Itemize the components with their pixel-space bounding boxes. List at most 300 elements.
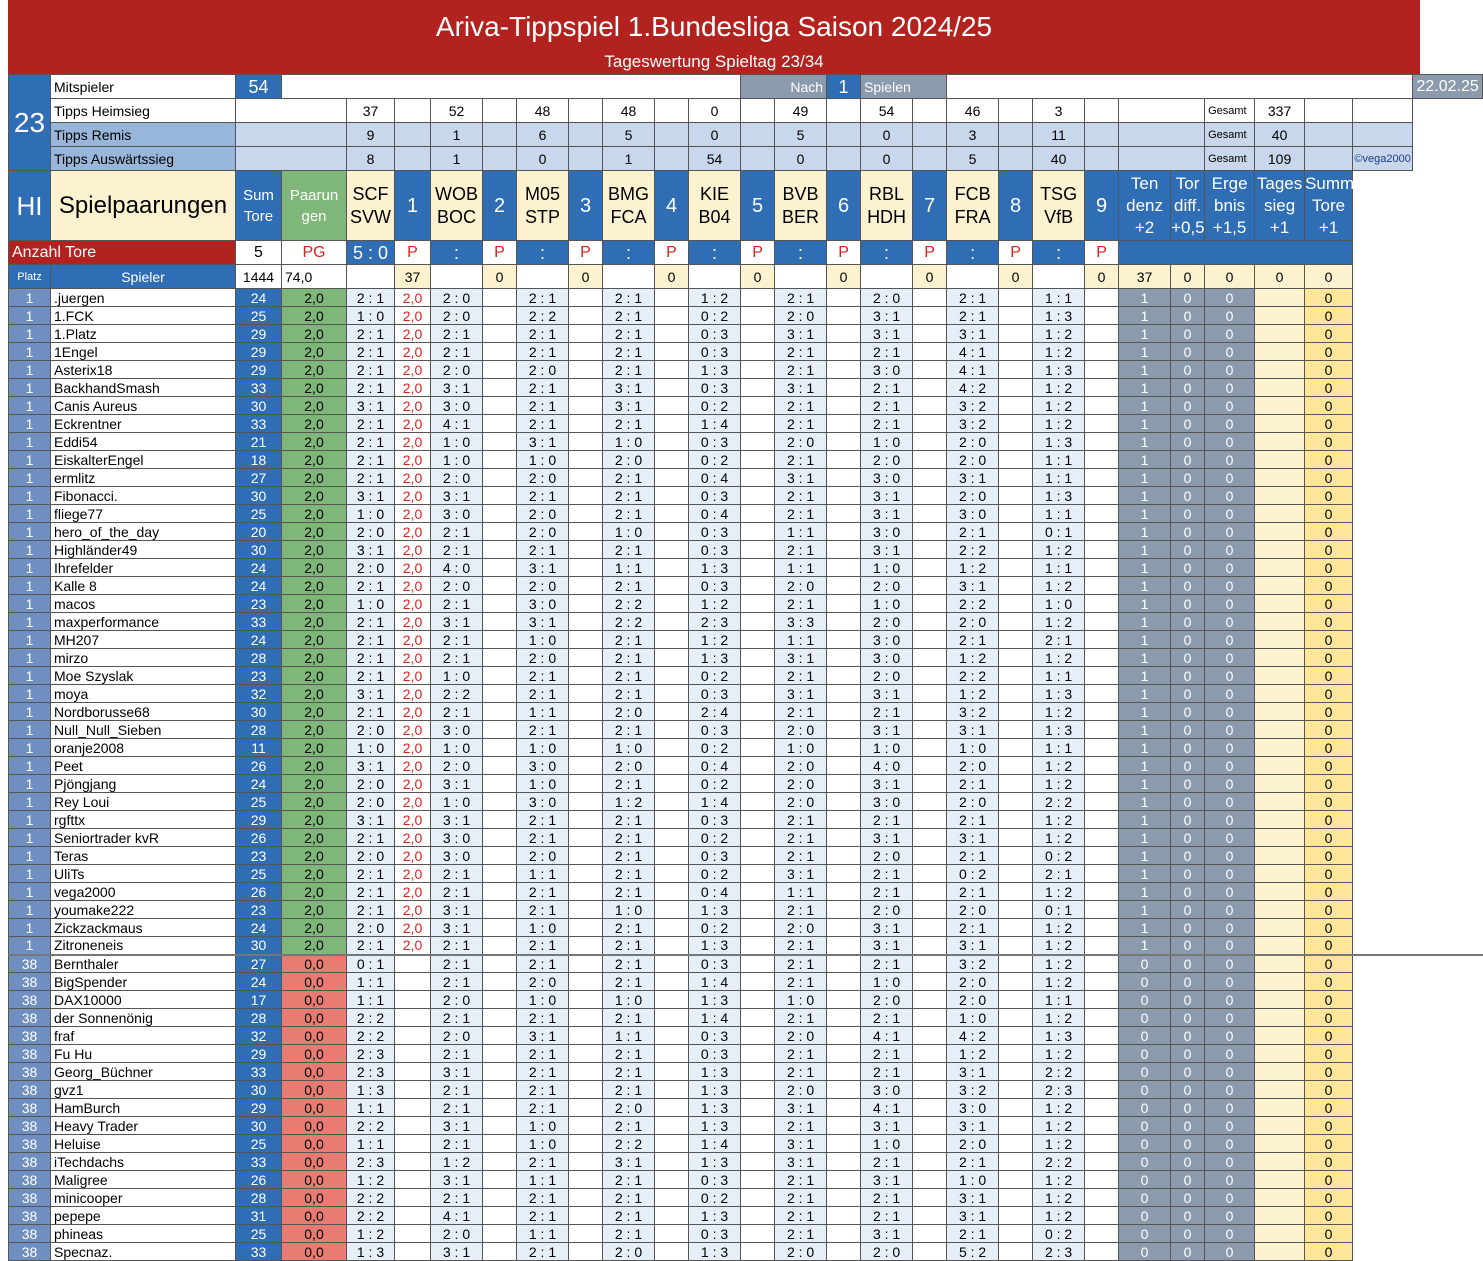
player-points bbox=[827, 505, 861, 523]
player-tip: 2 : 1 bbox=[517, 1081, 569, 1099]
bonus-tagessieg bbox=[1255, 685, 1305, 703]
player-sum: 21 bbox=[236, 433, 282, 451]
player-name: BackhandSmash bbox=[51, 379, 236, 397]
bonus-tordiff: 0 bbox=[1171, 1207, 1205, 1225]
player-tip: 3 : 0 bbox=[517, 757, 569, 775]
player-pg: 2,0 bbox=[282, 685, 347, 703]
player-pg: 2,0 bbox=[282, 289, 347, 307]
blank bbox=[1085, 99, 1119, 123]
player-points bbox=[741, 415, 775, 433]
player-tip: 2 : 1 bbox=[517, 487, 569, 505]
date-label: 22.02.25 bbox=[1413, 75, 1483, 99]
bonus-ergebnis: 0 bbox=[1205, 937, 1255, 955]
player-row bbox=[9, 793, 1483, 811]
bonus-tagessieg bbox=[1255, 415, 1305, 433]
player-tip: 2 : 1 bbox=[861, 955, 913, 973]
player-rank: 1 bbox=[9, 505, 51, 523]
player-tip: 2 : 0 bbox=[347, 919, 395, 937]
player-tip: 2 : 1 bbox=[347, 451, 395, 469]
player-tip: 2 : 0 bbox=[861, 613, 913, 631]
game-points-header: 7 bbox=[913, 171, 947, 241]
player-points bbox=[999, 685, 1033, 703]
bonus-tagessieg bbox=[1255, 487, 1305, 505]
bonus-ergebnis: 0 bbox=[1205, 649, 1255, 667]
tips-value: 0 bbox=[517, 147, 569, 171]
player-tip: 2 : 1 bbox=[861, 343, 913, 361]
player-tip: 3 : 1 bbox=[431, 775, 483, 793]
bonus-summe: 0 bbox=[1305, 775, 1353, 793]
player-tip: 2 : 1 bbox=[861, 1063, 913, 1081]
player-points bbox=[999, 505, 1033, 523]
bonus-tendenz: 1 bbox=[1119, 649, 1171, 667]
player-row bbox=[9, 811, 1483, 829]
player-points bbox=[999, 667, 1033, 685]
bonus-ergebnis: 0 bbox=[1205, 991, 1255, 1009]
player-name: ermlitz bbox=[51, 469, 236, 487]
player-tip: 1 : 3 bbox=[689, 901, 741, 919]
player-tip: 1 : 2 bbox=[689, 595, 741, 613]
player-row bbox=[9, 901, 1483, 919]
bonus-tordiff: 0 bbox=[1171, 1063, 1205, 1081]
bonus-tagessieg bbox=[1255, 541, 1305, 559]
player-tip: 2 : 0 bbox=[775, 775, 827, 793]
bonus-ergebnis: 0 bbox=[1205, 829, 1255, 847]
tips-value: 0 bbox=[861, 123, 913, 147]
player-sum: 33 bbox=[236, 613, 282, 631]
player-points bbox=[655, 955, 689, 973]
player-points bbox=[913, 577, 947, 595]
player-points: 2,0 bbox=[395, 721, 431, 739]
player-points bbox=[741, 973, 775, 991]
bonus-tagessieg bbox=[1255, 1009, 1305, 1027]
player-points bbox=[1085, 1099, 1119, 1117]
player-points bbox=[655, 325, 689, 343]
bonus-ergebnis: 0 bbox=[1205, 667, 1255, 685]
bonus-tordiff: 0 bbox=[1171, 577, 1205, 595]
result-cell: : bbox=[517, 241, 569, 265]
player-points bbox=[827, 973, 861, 991]
player-points bbox=[827, 649, 861, 667]
player-tip: 0 : 3 bbox=[689, 343, 741, 361]
player-tip: 2 : 0 bbox=[947, 757, 999, 775]
game-header: BMG FCA bbox=[603, 171, 655, 241]
player-points bbox=[741, 451, 775, 469]
player-points: 2,0 bbox=[395, 505, 431, 523]
player-points bbox=[1085, 1153, 1119, 1171]
game-points-header: 8 bbox=[999, 171, 1033, 241]
player-points bbox=[655, 811, 689, 829]
bonus-ergebnis: 0 bbox=[1205, 1153, 1255, 1171]
player-tip: 2 : 0 bbox=[431, 991, 483, 1009]
player-tip: 1 : 0 bbox=[517, 1117, 569, 1135]
player-tip: 3 : 1 bbox=[947, 325, 999, 343]
game-points-header: 9 bbox=[1085, 171, 1119, 241]
bonus-tagessieg bbox=[1255, 937, 1305, 955]
player-points bbox=[827, 1117, 861, 1135]
bonus-summe: 0 bbox=[1305, 325, 1353, 343]
player-tip: 1 : 2 bbox=[1033, 577, 1085, 595]
player-tip: 4 : 1 bbox=[861, 1099, 913, 1117]
player-name: Highländer49 bbox=[51, 541, 236, 559]
player-points bbox=[1085, 829, 1119, 847]
bonus-tagessieg bbox=[1255, 1189, 1305, 1207]
player-points bbox=[741, 919, 775, 937]
player-tip: 2 : 1 bbox=[431, 631, 483, 649]
player-points bbox=[655, 595, 689, 613]
bonus-tagessieg bbox=[1255, 739, 1305, 757]
player-tip: 3 : 1 bbox=[775, 685, 827, 703]
player-tip: 3 : 1 bbox=[861, 937, 913, 955]
player-tip: 2 : 1 bbox=[517, 325, 569, 343]
player-points bbox=[483, 757, 517, 775]
player-row bbox=[9, 433, 1483, 451]
player-points bbox=[655, 1027, 689, 1045]
player-tip: 1 : 1 bbox=[1033, 289, 1085, 307]
player-tip: 1 : 0 bbox=[861, 1135, 913, 1153]
player-points bbox=[913, 865, 947, 883]
player-points bbox=[741, 1153, 775, 1171]
bonus-summe: 0 bbox=[1305, 685, 1353, 703]
bonus-summe: 0 bbox=[1305, 1189, 1353, 1207]
player-points bbox=[655, 559, 689, 577]
blank bbox=[1119, 147, 1205, 171]
bonus-tendenz: 0 bbox=[1119, 991, 1171, 1009]
player-sum: 25 bbox=[236, 793, 282, 811]
player-points bbox=[827, 1207, 861, 1225]
player-name: vega2000 bbox=[51, 883, 236, 901]
player-points bbox=[913, 919, 947, 937]
player-tip: 0 : 2 bbox=[689, 739, 741, 757]
bonus-tendenz: 1 bbox=[1119, 721, 1171, 739]
bonus-total: 0 bbox=[1255, 265, 1305, 289]
player-pg: 2,0 bbox=[282, 451, 347, 469]
player-tip: 1 : 0 bbox=[861, 739, 913, 757]
player-tip: 1 : 3 bbox=[1033, 433, 1085, 451]
bonus-ergebnis: 0 bbox=[1205, 559, 1255, 577]
player-points bbox=[483, 1207, 517, 1225]
player-pg: 2,0 bbox=[282, 667, 347, 685]
player-points bbox=[655, 1009, 689, 1027]
bonus-tordiff: 0 bbox=[1171, 415, 1205, 433]
player-tip: 1 : 1 bbox=[517, 865, 569, 883]
bonus-tendenz: 1 bbox=[1119, 703, 1171, 721]
game-points-header: 4 bbox=[655, 171, 689, 241]
player-points: 2,0 bbox=[395, 631, 431, 649]
player-rank: 1 bbox=[9, 577, 51, 595]
bonus-tordiff: 0 bbox=[1171, 1135, 1205, 1153]
bonus-tordiff: 0 bbox=[1171, 343, 1205, 361]
player-tip: 2 : 1 bbox=[347, 613, 395, 631]
player-tip: 2 : 0 bbox=[517, 847, 569, 865]
player-tip: 1 : 0 bbox=[861, 595, 913, 613]
player-tip: 3 : 0 bbox=[947, 1099, 999, 1117]
player-tip: 2 : 1 bbox=[603, 685, 655, 703]
player-tip: 2 : 0 bbox=[861, 1243, 913, 1261]
player-tip: 2 : 0 bbox=[775, 793, 827, 811]
player-tip: 1 : 2 bbox=[1033, 397, 1085, 415]
bonus-tordiff: 0 bbox=[1171, 1225, 1205, 1243]
player-name: rgfttx bbox=[51, 811, 236, 829]
player-tip: 5 : 2 bbox=[947, 1243, 999, 1261]
player-tip: 2 : 1 bbox=[775, 361, 827, 379]
player-tip: 4 : 1 bbox=[947, 361, 999, 379]
player-points bbox=[395, 1153, 431, 1171]
player-points bbox=[741, 865, 775, 883]
player-tip: 2 : 2 bbox=[947, 667, 999, 685]
player-row bbox=[9, 955, 1483, 973]
player-points bbox=[569, 865, 603, 883]
result-cell: 5 : 0 bbox=[347, 241, 395, 265]
player-points: 2,0 bbox=[395, 649, 431, 667]
player-tip: 0 : 2 bbox=[689, 865, 741, 883]
player-points bbox=[1085, 955, 1119, 973]
tips-value: 40 bbox=[1033, 147, 1085, 171]
player-points bbox=[999, 451, 1033, 469]
player-row bbox=[9, 361, 1483, 379]
player-points bbox=[569, 775, 603, 793]
player-row bbox=[9, 829, 1483, 847]
bonus-tordiff: 0 bbox=[1171, 1171, 1205, 1189]
bonus-tordiff: 0 bbox=[1171, 739, 1205, 757]
player-points bbox=[999, 1009, 1033, 1027]
player-points bbox=[569, 901, 603, 919]
bonus-tendenz: 1 bbox=[1119, 577, 1171, 595]
player-tip: 1 : 2 bbox=[1033, 1117, 1085, 1135]
bonus-tendenz: 0 bbox=[1119, 973, 1171, 991]
player-rank: 38 bbox=[9, 1099, 51, 1117]
bonus-ergebnis: 0 bbox=[1205, 289, 1255, 307]
player-tip: 2 : 1 bbox=[775, 973, 827, 991]
player-tip: 0 : 2 bbox=[689, 397, 741, 415]
player-name: Zickzackmaus bbox=[51, 919, 236, 937]
player-rank: 1 bbox=[9, 469, 51, 487]
player-tip: 1 : 3 bbox=[689, 991, 741, 1009]
player-sum: 25 bbox=[236, 505, 282, 523]
player-sum: 30 bbox=[236, 487, 282, 505]
player-points bbox=[569, 1171, 603, 1189]
player-points bbox=[569, 1009, 603, 1027]
player-tip: 2 : 0 bbox=[947, 901, 999, 919]
player-rank: 1 bbox=[9, 595, 51, 613]
player-row bbox=[9, 919, 1483, 937]
player-points bbox=[741, 991, 775, 1009]
bonus-ergebnis: 0 bbox=[1205, 397, 1255, 415]
bonus-summe: 0 bbox=[1305, 829, 1353, 847]
player-pg: 2,0 bbox=[282, 379, 347, 397]
player-points bbox=[741, 649, 775, 667]
player-tip: 0 : 2 bbox=[689, 451, 741, 469]
player-row bbox=[9, 307, 1483, 325]
player-tip: 1 : 0 bbox=[517, 775, 569, 793]
player-points bbox=[569, 559, 603, 577]
player-row bbox=[9, 1063, 1483, 1081]
player-points: 2,0 bbox=[395, 919, 431, 937]
bonus-ergebnis: 0 bbox=[1205, 361, 1255, 379]
player-sum: 26 bbox=[236, 757, 282, 775]
player-points bbox=[1085, 1207, 1119, 1225]
player-points bbox=[827, 307, 861, 325]
bonus-summe: 0 bbox=[1305, 397, 1353, 415]
player-points bbox=[913, 649, 947, 667]
player-points bbox=[999, 1135, 1033, 1153]
bonus-tordiff: 0 bbox=[1171, 685, 1205, 703]
player-points bbox=[741, 505, 775, 523]
player-tip: 2 : 0 bbox=[861, 577, 913, 595]
player-tip: 2 : 1 bbox=[861, 1045, 913, 1063]
player-tip: 3 : 1 bbox=[775, 865, 827, 883]
player-tip: 3 : 1 bbox=[517, 613, 569, 631]
player-points bbox=[569, 1081, 603, 1099]
bonus-tagessieg bbox=[1255, 991, 1305, 1009]
player-points bbox=[1085, 505, 1119, 523]
bonus-tordiff: 0 bbox=[1171, 595, 1205, 613]
player-tip: 2 : 1 bbox=[517, 1063, 569, 1081]
player-points bbox=[483, 343, 517, 361]
player-points bbox=[1085, 973, 1119, 991]
bonus-ergebnis: 0 bbox=[1205, 613, 1255, 631]
player-points bbox=[999, 577, 1033, 595]
player-points: 2,0 bbox=[395, 541, 431, 559]
player-tip: 2 : 3 bbox=[347, 1153, 395, 1171]
player-points bbox=[827, 883, 861, 901]
player-tip: 2 : 1 bbox=[861, 397, 913, 415]
bonus-tagessieg bbox=[1255, 757, 1305, 775]
player-tip: 2 : 1 bbox=[347, 703, 395, 721]
player-tip: 2 : 1 bbox=[347, 325, 395, 343]
player-name: youmake222 bbox=[51, 901, 236, 919]
player-points bbox=[741, 685, 775, 703]
game-points-header: 6 bbox=[827, 171, 861, 241]
player-tip: 2 : 0 bbox=[947, 793, 999, 811]
bonus-ergebnis: 0 bbox=[1205, 1135, 1255, 1153]
player-sum: 30 bbox=[236, 1081, 282, 1099]
player-points bbox=[655, 775, 689, 793]
blank bbox=[395, 99, 431, 123]
player-tip: 2 : 1 bbox=[517, 955, 569, 973]
player-tip: 0 : 4 bbox=[689, 505, 741, 523]
player-tip: 1 : 2 bbox=[1033, 1009, 1085, 1027]
bonus-tendenz: 1 bbox=[1119, 847, 1171, 865]
player-tip: 3 : 1 bbox=[861, 721, 913, 739]
player-tip: 2 : 0 bbox=[603, 1243, 655, 1261]
player-tip: 2 : 2 bbox=[1033, 1153, 1085, 1171]
bonus-tendenz: 1 bbox=[1119, 811, 1171, 829]
player-tip: 3 : 1 bbox=[861, 775, 913, 793]
player-tip: 1 : 3 bbox=[689, 1081, 741, 1099]
player-points bbox=[395, 1045, 431, 1063]
bonus-tagessieg bbox=[1255, 1135, 1305, 1153]
player-tip: 2 : 2 bbox=[347, 1189, 395, 1207]
player-points: 2,0 bbox=[395, 937, 431, 955]
blank bbox=[569, 123, 603, 147]
player-pg: 0,0 bbox=[282, 973, 347, 991]
bonus-tordiff: 0 bbox=[1171, 847, 1205, 865]
nach-count: 1 bbox=[827, 75, 861, 99]
player-points: 2,0 bbox=[395, 415, 431, 433]
player-points bbox=[741, 883, 775, 901]
player-points bbox=[741, 523, 775, 541]
bonus-tendenz: 1 bbox=[1119, 433, 1171, 451]
player-tip: 2 : 1 bbox=[775, 1189, 827, 1207]
player-points bbox=[741, 1117, 775, 1135]
player-tip: 2 : 1 bbox=[603, 883, 655, 901]
bonus-tordiff: 0 bbox=[1171, 433, 1205, 451]
player-pg: 2,0 bbox=[282, 415, 347, 433]
player-tip: 1 : 0 bbox=[431, 451, 483, 469]
player-points bbox=[913, 757, 947, 775]
tips-value: 6 bbox=[517, 123, 569, 147]
player-points bbox=[913, 451, 947, 469]
player-points bbox=[569, 1225, 603, 1243]
player-tip: 3 : 0 bbox=[861, 631, 913, 649]
player-points bbox=[913, 793, 947, 811]
player-tip: 2 : 1 bbox=[517, 937, 569, 955]
player-rank: 1 bbox=[9, 361, 51, 379]
column-header-row bbox=[9, 171, 1483, 241]
player-name: Georg_Büchner bbox=[51, 1063, 236, 1081]
player-tip: 0 : 2 bbox=[689, 307, 741, 325]
player-points bbox=[999, 1153, 1033, 1171]
player-points bbox=[913, 1063, 947, 1081]
bonus-tordiff: 0 bbox=[1171, 1027, 1205, 1045]
player-tip: 0 : 3 bbox=[689, 541, 741, 559]
player-tip: 3 : 2 bbox=[947, 415, 999, 433]
player-points: 2,0 bbox=[395, 469, 431, 487]
player-points: 2,0 bbox=[395, 343, 431, 361]
player-pg: 2,0 bbox=[282, 361, 347, 379]
bonus-tagessieg bbox=[1255, 1081, 1305, 1099]
bonus-ergebnis: 0 bbox=[1205, 1027, 1255, 1045]
player-tip: 1 : 2 bbox=[603, 793, 655, 811]
player-tip: 2 : 1 bbox=[603, 343, 655, 361]
player-tip: 1 : 2 bbox=[1033, 541, 1085, 559]
player-tip: 2 : 1 bbox=[347, 289, 395, 307]
player-tip: 0 : 3 bbox=[689, 685, 741, 703]
player-points bbox=[827, 1153, 861, 1171]
bonus-summe: 0 bbox=[1305, 919, 1353, 937]
bonus-summe: 0 bbox=[1305, 1099, 1353, 1117]
player-sum: 28 bbox=[236, 1009, 282, 1027]
player-points bbox=[483, 649, 517, 667]
player-points bbox=[1085, 325, 1119, 343]
player-tip: 3 : 3 bbox=[775, 613, 827, 631]
player-points bbox=[483, 703, 517, 721]
bonus-tagessieg bbox=[1255, 829, 1305, 847]
player-tip: 3 : 1 bbox=[431, 613, 483, 631]
player-points bbox=[569, 631, 603, 649]
player-points bbox=[395, 1009, 431, 1027]
player-tip: 1 : 2 bbox=[1033, 1099, 1085, 1117]
bonus-tendenz: 1 bbox=[1119, 523, 1171, 541]
player-tip: 0 : 3 bbox=[689, 811, 741, 829]
player-tip: 0 : 3 bbox=[689, 1171, 741, 1189]
player-tip: 1 : 0 bbox=[347, 307, 395, 325]
player-tip: 2 : 1 bbox=[517, 343, 569, 361]
player-points bbox=[483, 397, 517, 415]
player-points bbox=[741, 289, 775, 307]
player-points bbox=[569, 1063, 603, 1081]
player-tip: 2 : 1 bbox=[775, 1171, 827, 1189]
blank bbox=[999, 123, 1033, 147]
bonus-total: 0 bbox=[1171, 265, 1205, 289]
player-sum: 28 bbox=[236, 649, 282, 667]
player-points bbox=[655, 577, 689, 595]
player-row bbox=[9, 505, 1483, 523]
bonus-tagessieg bbox=[1255, 595, 1305, 613]
player-row bbox=[9, 397, 1483, 415]
bonus-summe: 0 bbox=[1305, 289, 1353, 307]
player-tip: 3 : 1 bbox=[431, 1171, 483, 1189]
